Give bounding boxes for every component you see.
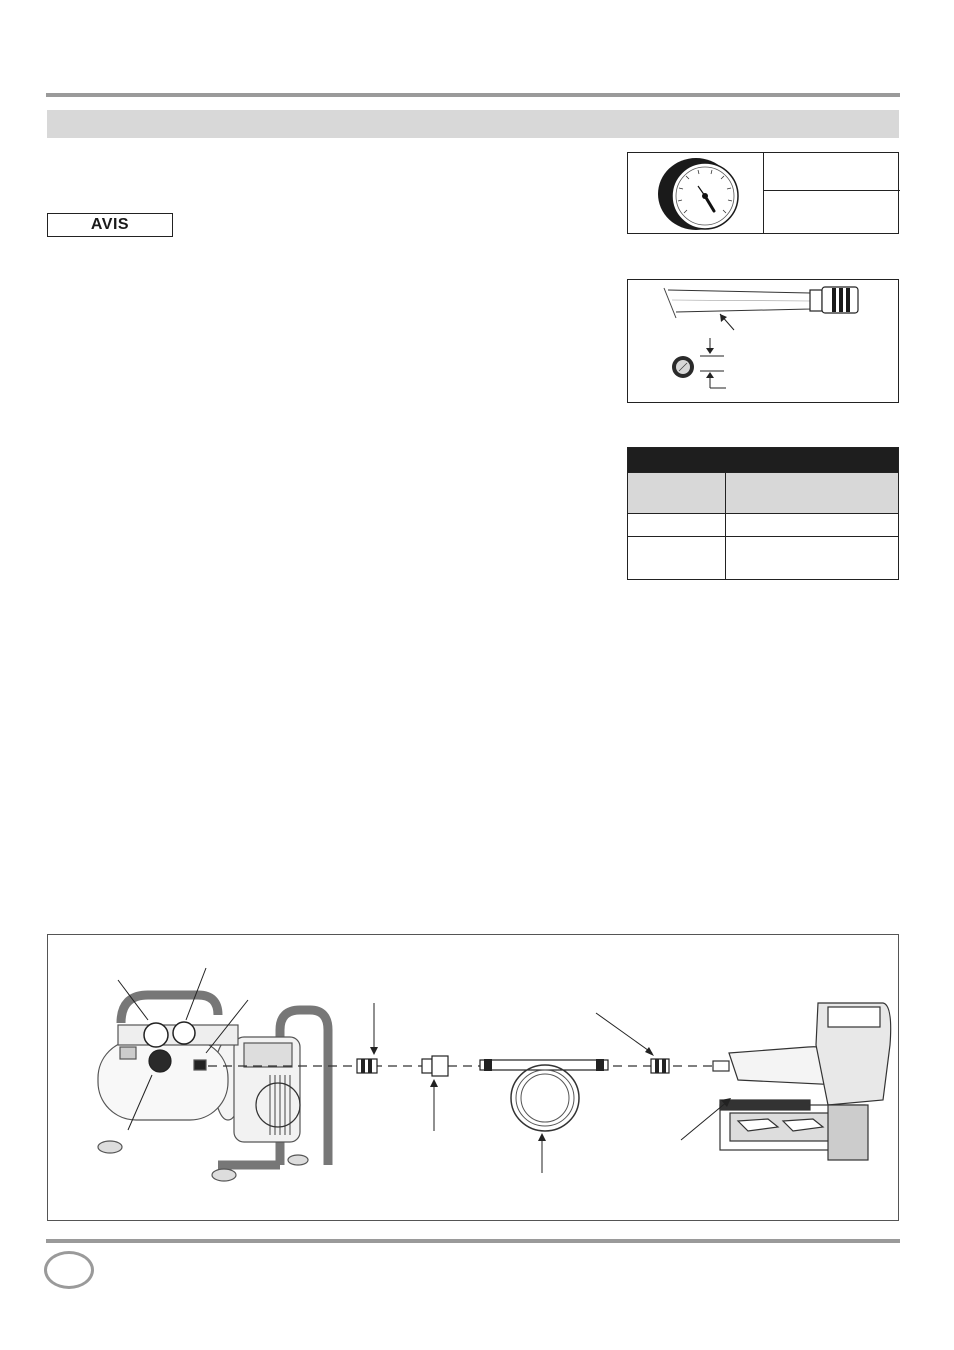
table-cell bbox=[726, 514, 899, 537]
table-header bbox=[628, 448, 899, 473]
table-cell bbox=[628, 514, 726, 537]
assembly-illustration bbox=[48, 935, 900, 1222]
table-subheader-cell bbox=[726, 473, 899, 514]
air-compressor-icon bbox=[98, 995, 328, 1181]
bottom-rule bbox=[46, 1239, 900, 1243]
gauge-table-divider-vertical bbox=[763, 153, 764, 233]
hose-figure bbox=[627, 279, 899, 403]
table-cell bbox=[726, 537, 899, 580]
requirements-table bbox=[627, 447, 899, 580]
gauge-table-divider-horizontal bbox=[763, 190, 900, 191]
notice-label: AVIS bbox=[47, 213, 173, 237]
gauge-figure bbox=[627, 152, 899, 234]
top-rule bbox=[46, 93, 900, 97]
nail-gun-icon bbox=[713, 1003, 891, 1160]
air-hose-icon bbox=[628, 280, 900, 404]
table-cell bbox=[628, 537, 726, 580]
page-number-badge bbox=[44, 1251, 94, 1289]
assembly-diagram bbox=[47, 934, 899, 1221]
table-subheader-cell bbox=[628, 473, 726, 514]
section-header-bar bbox=[47, 110, 899, 138]
